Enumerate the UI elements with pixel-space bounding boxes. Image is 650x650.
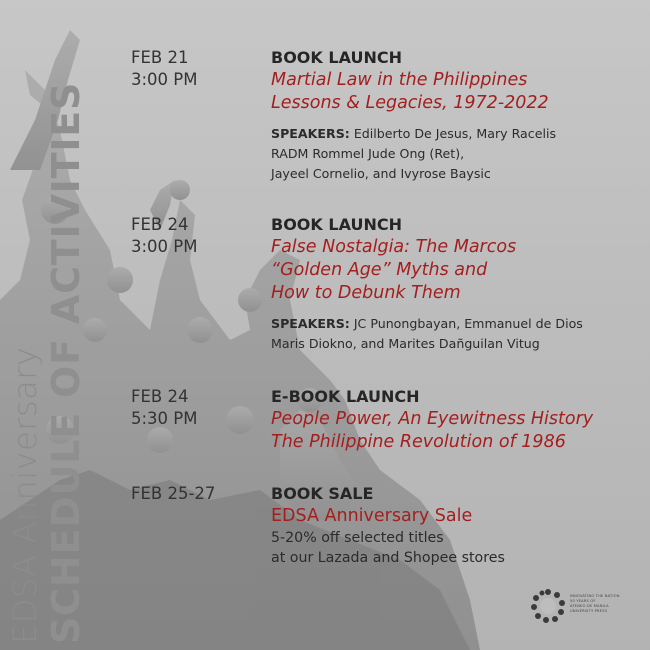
event-title-line: Lessons & Legacies, 1972-2022 — [271, 93, 549, 113]
event-date — [131, 214, 197, 258]
date-text: FEB 24 — [131, 387, 189, 406]
event-title-line: People Power, An Eyewitness History — [271, 409, 594, 429]
speakers-line: Maris Diokno, and Marites Dañguilan Vitug — [271, 336, 540, 351]
date-text: FEB 21 — [131, 48, 189, 67]
event-title-line: False Nostalgia: The Marcos — [271, 237, 517, 257]
event-speakers — [271, 314, 641, 354]
event-title-line: Martial Law in the Philippines — [271, 70, 528, 90]
time-text: 3:00 PM — [131, 70, 198, 89]
event-info — [271, 483, 641, 568]
event-category: BOOK LAUNCH — [271, 48, 402, 67]
event-title-line: “Golden Age” Myths and — [271, 260, 488, 280]
time-text: 5:30 PM — [131, 409, 198, 428]
event-date — [131, 47, 197, 91]
logo-line: 50 YEARS OF — [570, 599, 596, 603]
event-category: BOOK SALE — [271, 484, 374, 503]
event-title-line: How to Debunk Them — [271, 283, 461, 303]
logo-line: UNIVERSITY PRESS — [570, 609, 608, 613]
event-info — [271, 47, 641, 184]
date-text: FEB 24 — [131, 215, 189, 234]
speakers-line: JC Punongbayan, Emmanuel de Dios — [353, 316, 583, 331]
publisher-logo — [530, 586, 640, 626]
vertical-title: SCHEDULE OF ACTIVITIES — [44, 81, 88, 644]
sale-line: at our Lazada and Shopee stores — [271, 550, 505, 566]
ateneo-press-wreath-icon — [530, 588, 566, 624]
date-text: FEB 25-27 — [131, 484, 216, 503]
event-date — [131, 386, 197, 430]
event-info — [271, 214, 641, 354]
event-category: BOOK LAUNCH — [271, 215, 402, 234]
sale-title: EDSA Anniversary Sale — [271, 506, 473, 526]
event-title-line: The Philippine Revolution of 1986 — [271, 432, 566, 452]
event-info — [271, 386, 641, 454]
logo-line: INNOVATING THE NATION — [570, 594, 620, 598]
speakers-line: Jayeel Cornelio, and Ivyrose Baysic — [271, 166, 491, 181]
event-date — [131, 483, 215, 505]
event-speakers — [271, 124, 641, 184]
speakers-label: SPEAKERS: — [271, 316, 350, 331]
sale-line: 5-20% off selected titles — [271, 530, 444, 546]
logo-line: ATENEO DE MANILA — [570, 604, 609, 608]
event-category: E-BOOK LAUNCH — [271, 387, 420, 406]
speakers-label: SPEAKERS: — [271, 126, 350, 141]
time-text: 3:00 PM — [131, 237, 198, 256]
vertical-subtitle: EDSA Anniversary — [6, 346, 44, 644]
speakers-line: RADM Rommel Jude Ong (Ret), — [271, 146, 465, 161]
logo-text — [570, 594, 620, 614]
speakers-line: Edilberto De Jesus, Mary Racelis — [353, 126, 557, 141]
